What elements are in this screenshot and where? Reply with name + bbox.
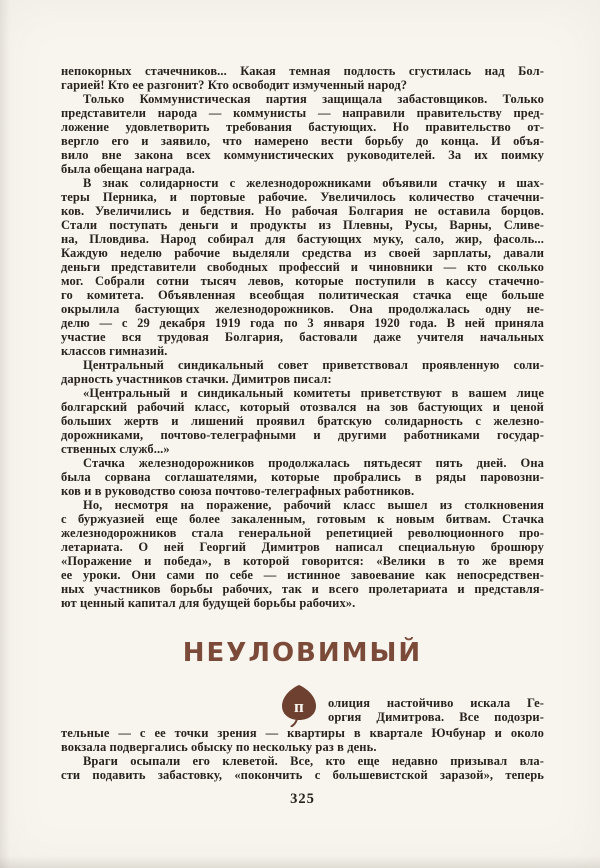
paragraph bbox=[61, 176, 544, 358]
dropcap-letter: п bbox=[294, 697, 304, 716]
paragraph bbox=[61, 498, 544, 610]
paragraph bbox=[61, 754, 544, 782]
paragraph bbox=[61, 92, 544, 176]
text-line: оргия Димитрова. Все подозри- bbox=[328, 710, 544, 724]
text-line: Центральный синдикальный совет приветствовал проявленную соли- bbox=[83, 358, 544, 372]
dropcap-row bbox=[61, 683, 544, 726]
leaf-ornament-icon bbox=[280, 683, 318, 727]
text-line: теры Перника, и портовые рабочие. Увеличилось количество стачечни- bbox=[61, 190, 544, 204]
text-line: ственных служб...» bbox=[61, 442, 170, 456]
paragraph bbox=[328, 696, 544, 724]
text-line: участие вся трудовая Болгария, бастовали даже учителя начальных bbox=[61, 330, 544, 344]
text-line: железнодорожников стала генеральной репетицией революционного про- bbox=[61, 526, 544, 540]
text-line: вергло его и заявило, что намерено вести борьбу до конца. И объя- bbox=[61, 134, 544, 148]
text-line: гарией! Кто ее разгонит? Кто освободит измученный народ? bbox=[61, 78, 408, 92]
text-line: ных участников борьбы рабочих, так и всего пролетариата и представля- bbox=[61, 582, 544, 596]
text-line: Стали поступать деньги и продукты из Плевны, Русы, Варны, Сливе- bbox=[61, 218, 544, 232]
scan-shadow-left bbox=[0, 0, 10, 868]
text-line: Но, несмотря на поражение, рабочий класс вышел из столкновения bbox=[83, 498, 544, 512]
paragraph bbox=[61, 386, 544, 456]
dropcap-narrow-column bbox=[328, 683, 544, 724]
text-line: Только Коммунистическая партия защищала забастовщиков. Только bbox=[83, 92, 544, 106]
text-line: тельные — с ее точки зрения — квартиры в квартале Ючбунар и около bbox=[61, 726, 544, 740]
text-line: мог. Собрали сотни тысяч левов, которые поступили в кассу стачечно- bbox=[61, 274, 544, 288]
text-line: ложение удовлетворить требования бастующих. Но правительство от- bbox=[61, 120, 544, 134]
body-paragraphs bbox=[61, 64, 544, 610]
text-line: классов гимназий. bbox=[61, 344, 168, 358]
text-line: дорожниками, почтово-телеграфными и другими работниками государ- bbox=[61, 428, 544, 442]
paragraph bbox=[61, 726, 544, 754]
text-line: Враги осыпали его клеветой. Все, кто еще недавно призывал вла- bbox=[83, 754, 544, 768]
text-line: Стачка железнодорожников продолжалась пятьдесят пять дней. Она bbox=[83, 456, 544, 470]
text-line: делю — с 29 декабря 1919 года по 3 января 1920 года. В ней приняла bbox=[61, 316, 544, 330]
section-paragraphs bbox=[61, 726, 544, 782]
text-line: деньги представители свободных профессий и чиновники — кто сколько bbox=[61, 260, 544, 274]
text-line: го комитета. Объявленная всеобщая политическая стачка еще больше bbox=[61, 288, 544, 302]
text-line: В знак солидарности с железнодорожниками объявили стачку и шах- bbox=[83, 176, 544, 190]
text-line: больших жертв и лишений проявил братскую солидарность с железно- bbox=[61, 414, 544, 428]
scan-shadow-bottom bbox=[0, 856, 600, 868]
text-line: летариата. О ней Георгий Димитров написал специальную брошюру bbox=[61, 540, 544, 554]
text-line: была сорвана соглашателями, которые пробрались в ряды паровозни- bbox=[61, 470, 544, 484]
text-line: «Поражение и победа», в которой говорится: «Велики в то же время bbox=[61, 554, 544, 568]
text-line: с буржуазией еще более закаленным, готовым к новым битвам. Стачка bbox=[61, 512, 544, 526]
text-line: на, Пловдива. Народ собирал для бастующих муку, сало, жир, фасоль... bbox=[61, 232, 544, 246]
text-line: окрылила бастующих железнодорожников. Она продолжалась одну не- bbox=[61, 302, 544, 316]
text-line: сти подавить забастовку, «покончить с большевистской заразой», теперь bbox=[61, 768, 544, 782]
text-line: непокорных стачечников... Какая темная подлость сгустилась над Бол- bbox=[61, 64, 544, 78]
text-line: ее уроки. Они сами по себе — истинное завоевание как непосредствен- bbox=[61, 568, 544, 582]
section-title: НЕУЛОВИМЫЙ bbox=[182, 638, 423, 668]
text-line: вокзала подвергались обыску по нескольку раз в день. bbox=[61, 740, 377, 754]
text-line: дарность участников стачки. Димитров писал: bbox=[61, 372, 332, 386]
text-line: ков. Увеличились и бедствия. Но рабочая Болгария не оставила борцов. bbox=[61, 204, 544, 218]
text-block bbox=[61, 64, 544, 806]
text-line: олиция настойчиво искала Ге- bbox=[328, 696, 544, 710]
page-number: 325 bbox=[290, 791, 315, 807]
paragraph bbox=[61, 358, 544, 386]
text-line: ют ценный капитал для будущей борьбы рабочих». bbox=[61, 596, 356, 610]
text-line: болгарский рабочий класс, который отозвался на зов бастующих и ценой bbox=[61, 400, 544, 414]
text-line: вило вне закона всех коммунистических руководителей. За их поимку bbox=[61, 148, 544, 162]
paragraph bbox=[61, 456, 544, 498]
text-line: «Центральный и синдикальный комитеты приветствуют в вашем лице bbox=[83, 386, 544, 400]
text-line: ков и в руководство союза почтово-телеграфных работников. bbox=[61, 484, 415, 498]
text-line: представители народа — коммунисты — направили правительству пред- bbox=[61, 106, 544, 120]
text-line: Каждую неделю рабочие выделяли средства из своей зарплаты, давали bbox=[61, 246, 544, 260]
paragraph bbox=[61, 64, 544, 92]
text-line: была обещана награда. bbox=[61, 162, 195, 176]
